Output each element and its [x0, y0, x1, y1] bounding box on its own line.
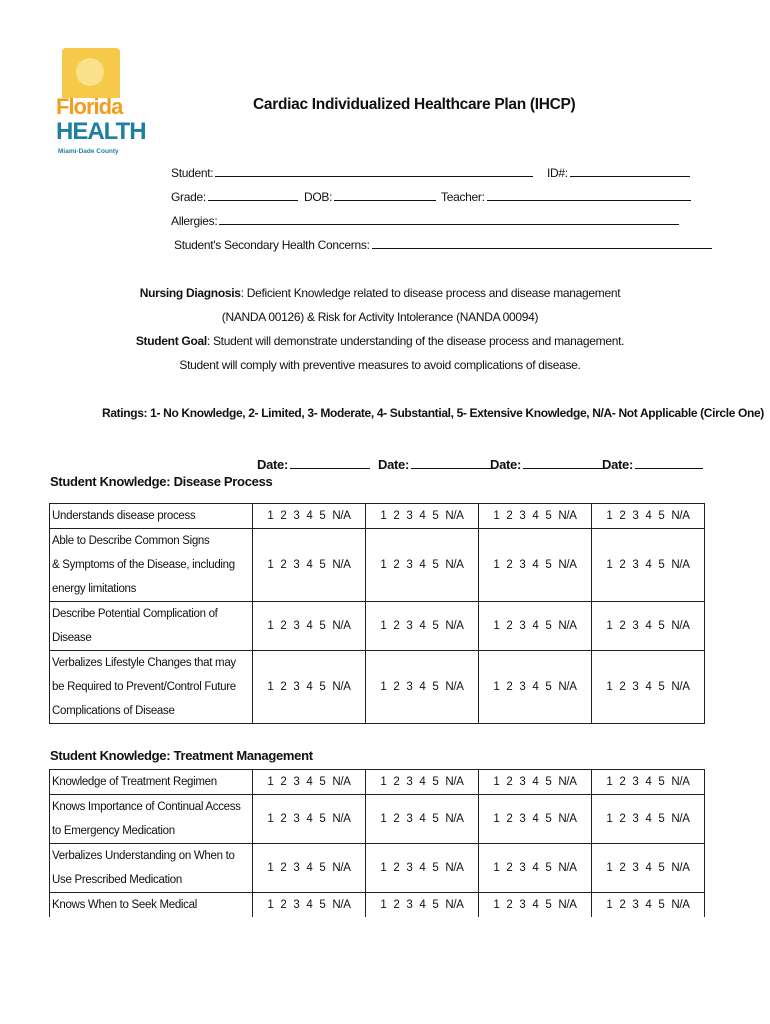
rating-options[interactable]: 1 2 3 4 5 N/A: [592, 770, 705, 795]
rating-options[interactable]: 1 2 3 4 5 N/A: [366, 602, 479, 651]
logo-text-florida: Florida: [56, 94, 123, 119]
rating-options[interactable]: 1 2 3 4 5 N/A: [366, 770, 479, 795]
table-row: [50, 844, 705, 893]
table-row: [50, 651, 705, 724]
ratings-legend: Ratings: 1- No Knowledge, 2- Limited, 3- Moderate, 4- Substantial, 5- Extensive Knowledge, N/A- Not Applicable (Circle One): [102, 406, 764, 420]
rating-options[interactable]: 1 2 3 4 5 N/A: [366, 844, 479, 893]
rating-options[interactable]: 1 2 3 4 5 N/A: [479, 504, 592, 529]
rating-options[interactable]: 1 2 3 4 5 N/A: [479, 795, 592, 844]
treatment-management-table: [49, 769, 705, 917]
row-label: Knows Importance of Continual Access to Emergency Medication: [50, 795, 253, 844]
table-row: [50, 893, 705, 918]
row-label: Understands disease process: [50, 504, 253, 529]
logo-text-health: HEALTH: [56, 118, 146, 145]
disease-process-table: [49, 503, 705, 724]
rating-options[interactable]: 1 2 3 4 5 N/A: [592, 651, 705, 724]
row-label: Describe Potential Complication of Disease: [50, 602, 253, 651]
rating-options[interactable]: 1 2 3 4 5 N/A: [366, 504, 479, 529]
date-field-2[interactable]: Date:: [378, 456, 491, 472]
rating-options[interactable]: 1 2 3 4 5 N/A: [366, 795, 479, 844]
rating-options[interactable]: 1 2 3 4 5 N/A: [253, 844, 366, 893]
date-field-4[interactable]: Date:: [602, 456, 703, 472]
table-row: [50, 770, 705, 795]
student-goal-line2: Student will comply with preventive measures to avoid complications of disease.: [179, 358, 581, 372]
rating-options[interactable]: 1 2 3 4 5 N/A: [592, 602, 705, 651]
rating-options[interactable]: 1 2 3 4 5 N/A: [366, 651, 479, 724]
page-title: Cardiac Individualized Healthcare Plan (IHCP): [253, 96, 576, 113]
nursing-diagnosis-label: Nursing Diagnosis: [139, 286, 241, 300]
rating-options[interactable]: 1 2 3 4 5 N/A: [479, 893, 592, 918]
allergies-field[interactable]: [171, 212, 679, 228]
dob-field[interactable]: [304, 188, 436, 204]
rating-options[interactable]: 1 2 3 4 5 N/A: [366, 529, 479, 602]
date-field-1[interactable]: Date:: [257, 456, 370, 472]
student-field[interactable]: [171, 164, 533, 180]
secondary-concerns-field[interactable]: [174, 236, 712, 252]
logo-text-county: Miami-Dade County: [58, 148, 119, 155]
row-label: Knows When to Seek Medical: [50, 893, 253, 918]
row-label: Verbalizes Lifestyle Changes that may be Required to Prevent/Control Future Complications of Disease: [50, 651, 253, 724]
section-title-treatment-management: Student Knowledge: Treatment Management: [50, 748, 313, 763]
rating-options[interactable]: 1 2 3 4 5 N/A: [592, 529, 705, 602]
student-goal-line1: Student Goal: Student will demonstrate understanding of the disease process and management.: [135, 334, 625, 348]
rating-options[interactable]: 1 2 3 4 5 N/A: [479, 651, 592, 724]
student-label: Student:: [171, 166, 214, 180]
secondary-concerns-label: Student's Secondary Health Concerns:: [174, 238, 370, 252]
teacher-field[interactable]: [441, 188, 691, 204]
rating-options[interactable]: 1 2 3 4 5 N/A: [479, 529, 592, 602]
row-label: Verbalizes Understanding on When to Use Prescribed Medication: [50, 844, 253, 893]
rating-options[interactable]: 1 2 3 4 5 N/A: [479, 602, 592, 651]
grade-label: Grade:: [171, 190, 206, 204]
allergies-label: Allergies:: [171, 214, 218, 228]
rating-options[interactable]: 1 2 3 4 5 N/A: [592, 893, 705, 918]
date-field-3[interactable]: Date:: [490, 456, 603, 472]
table-row: [50, 504, 705, 529]
rating-options[interactable]: 1 2 3 4 5 N/A: [592, 844, 705, 893]
table-row: [50, 795, 705, 844]
grade-field[interactable]: [171, 188, 298, 204]
student-goal-label: Student Goal: [135, 334, 207, 348]
dob-label: DOB:: [304, 190, 333, 204]
rating-options[interactable]: 1 2 3 4 5 N/A: [253, 529, 366, 602]
id-label: ID#:: [547, 166, 568, 180]
rating-options[interactable]: 1 2 3 4 5 N/A: [479, 770, 592, 795]
id-field[interactable]: [547, 164, 690, 180]
rating-options[interactable]: 1 2 3 4 5 N/A: [592, 795, 705, 844]
table-row: [50, 529, 705, 602]
nursing-diagnosis-line2: (NANDA 00126) & Risk for Activity Intolerance (NANDA 00094): [221, 310, 539, 324]
table-row: [50, 602, 705, 651]
rating-options[interactable]: 1 2 3 4 5 N/A: [253, 602, 366, 651]
row-label: Knowledge of Treatment Regimen: [50, 770, 253, 795]
rating-options[interactable]: 1 2 3 4 5 N/A: [253, 893, 366, 918]
florida-health-logo: [56, 44, 146, 170]
rating-options[interactable]: 1 2 3 4 5 N/A: [253, 651, 366, 724]
rating-options[interactable]: 1 2 3 4 5 N/A: [253, 504, 366, 529]
rating-options[interactable]: 1 2 3 4 5 N/A: [366, 893, 479, 918]
teacher-label: Teacher:: [441, 190, 485, 204]
rating-options[interactable]: 1 2 3 4 5 N/A: [479, 844, 592, 893]
rating-options[interactable]: 1 2 3 4 5 N/A: [253, 770, 366, 795]
row-label: Able to Describe Common Signs & Symptoms of the Disease, including energy limitations: [50, 529, 253, 602]
rating-options[interactable]: 1 2 3 4 5 N/A: [592, 504, 705, 529]
section-title-disease-process: Student Knowledge: Disease Process: [50, 474, 273, 489]
rating-options[interactable]: 1 2 3 4 5 N/A: [253, 795, 366, 844]
nursing-diagnosis-line1: Nursing Diagnosis: Deficient Knowledge related to disease process and disease management: [139, 286, 621, 300]
logo-sun-disc: [76, 58, 104, 86]
